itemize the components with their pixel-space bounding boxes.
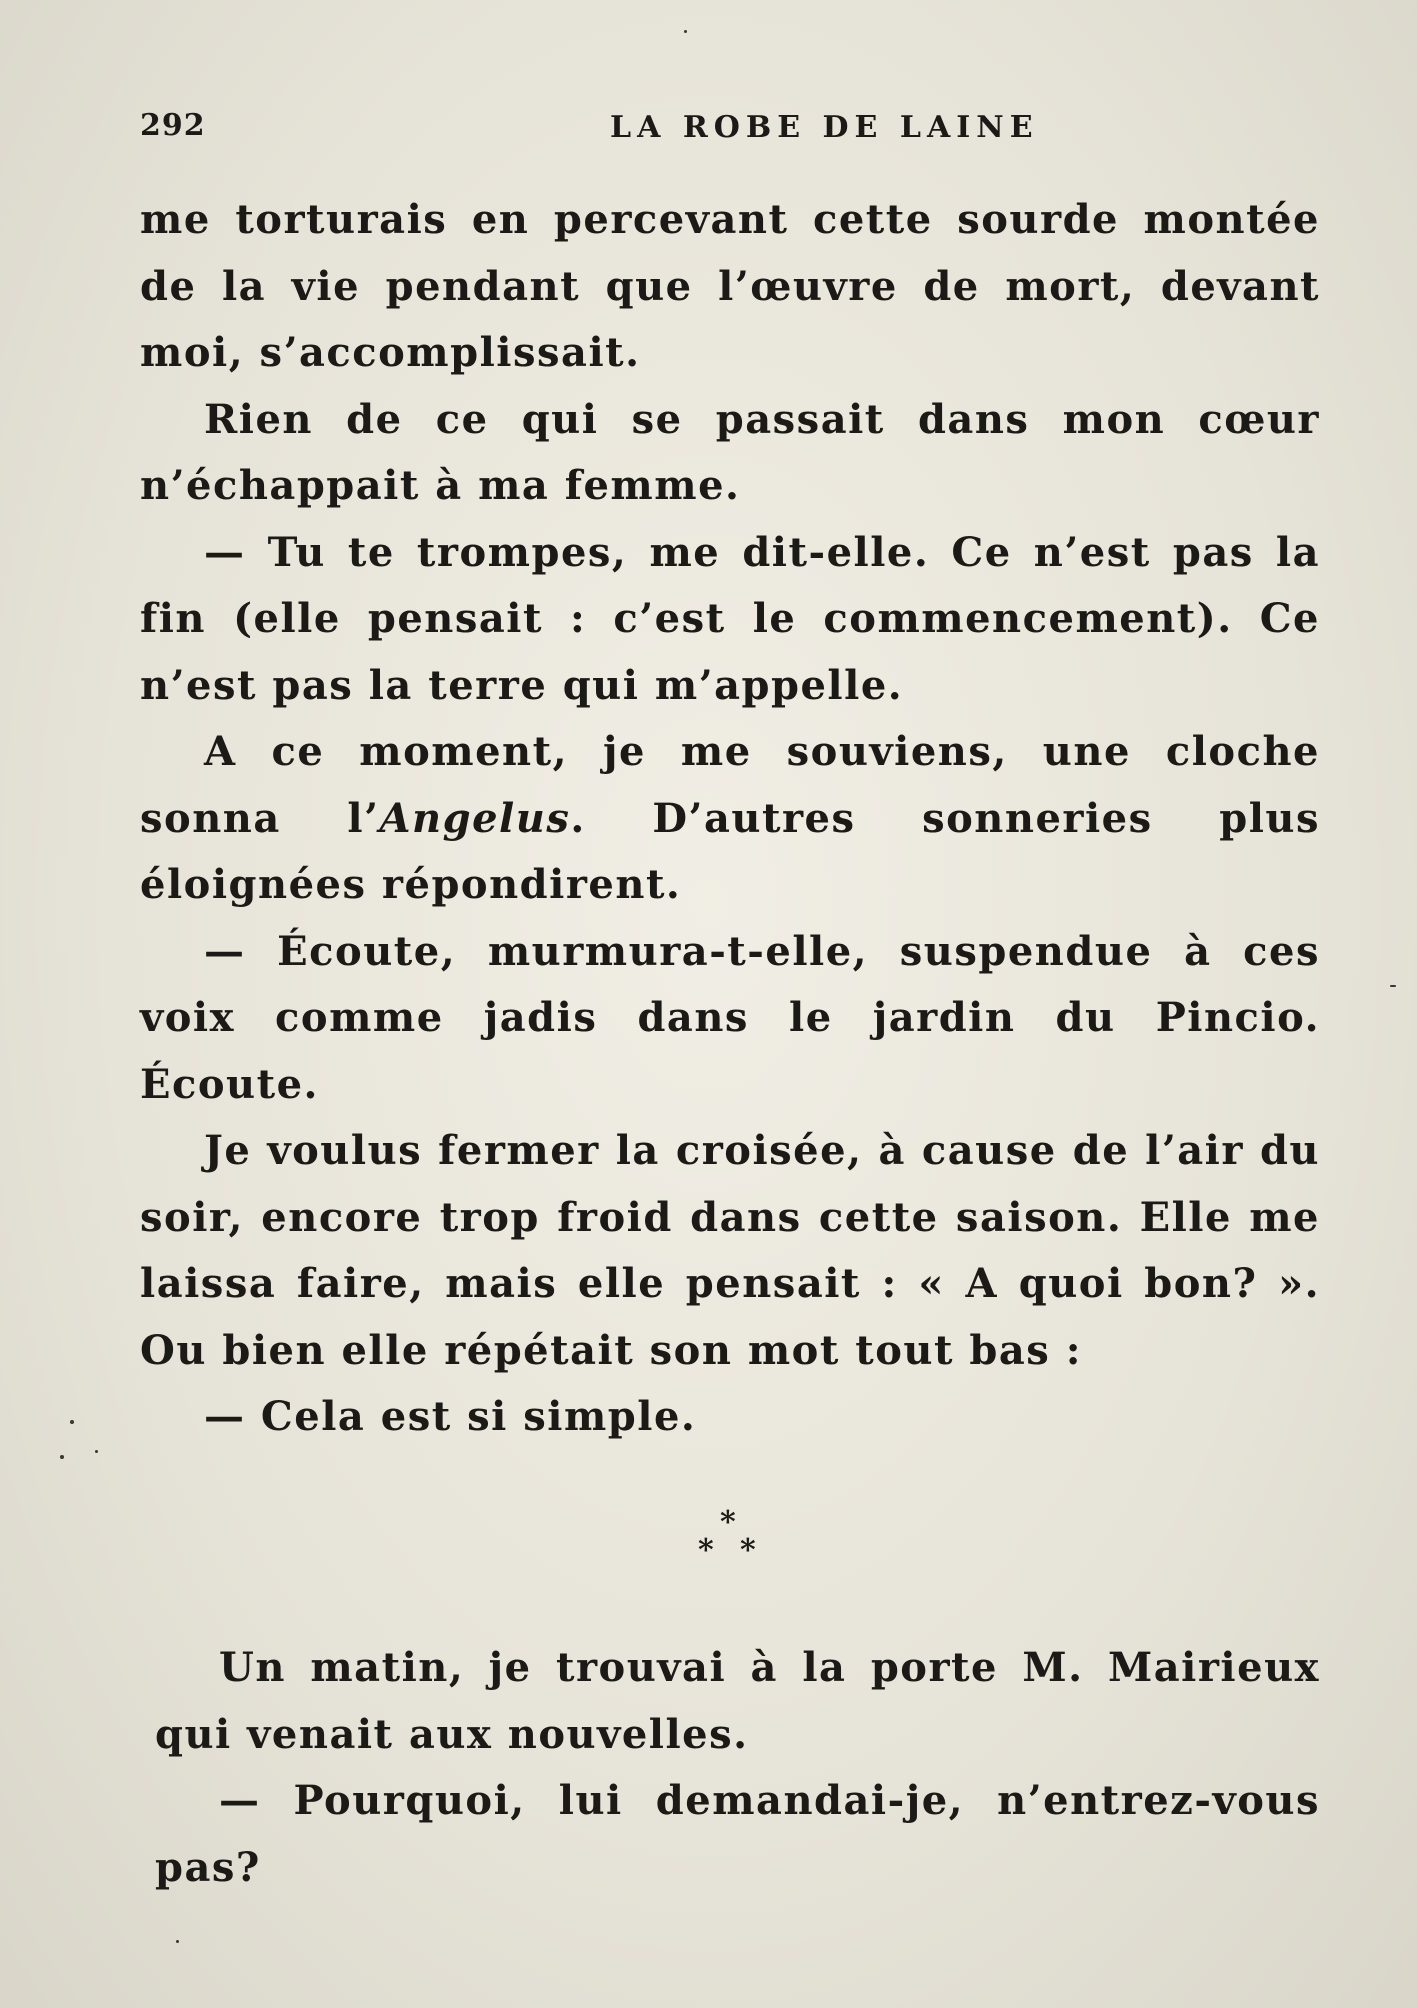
paragraph: — Cela est si simple. [204,1393,697,1440]
paragraph: Rien de ce qui se passait dans mon cœur n’échappait à ma femme. [140,395,1320,509]
asterisk: * [698,1533,714,1568]
section-text [155,1635,1320,1901]
paragraph: — Écoute, murmura-t-elle, suspendue à ces voix comme jadis dans le jardin du Pincio. Écoute. [140,927,1320,1108]
main-text [140,187,1320,1451]
paper-speck [70,1420,74,1424]
running-title: LA ROBE DE LAINE [610,110,1039,145]
paragraph: — Tu te trompes, me dit-elle. Ce n’est pas la fin (elle pensait : c’est le commencement). Ce n’est pas la terre qui m’appelle. [140,528,1320,709]
paragraph-text: A ce moment, je me souviens, une cloche sonna l’ [140,728,1320,842]
paragraph: Un matin, je trouvai à la porte M. Mairieux qui venait aux nouvelles. [155,1644,1320,1758]
paper-speck [1390,985,1396,987]
asterisk: * [740,1533,756,1568]
paragraph: — Pourquoi, lui demandai-je, n’entrez-vous pas? [155,1777,1320,1891]
paragraph [140,719,1320,919]
paragraph: me torturais en percevant cette sourde montée de la vie pendant que l’œuvre de mort, devant moi, s’accomplissait. [140,196,1320,376]
paper-speck [95,1450,98,1453]
section-break-asterism [690,1505,780,1578]
paragraph: Je voulus fermer la croisée, à cause de l’air du soir, encore trop froid dans cette saison. Elle me laissa faire, mais elle pensait : « A quoi bon? ». Ou bien elle répétait son mot tout bas : [140,1127,1320,1374]
paragraph-text: . D’autres sonneries plus éloignées répondirent. [140,794,1320,908]
paper-speck [60,1455,64,1459]
italic-word: Angelus [379,794,571,842]
paper-speck [684,30,687,33]
page-header [140,108,1320,152]
paper-speck [176,1940,179,1943]
asterisk: * [720,1505,736,1540]
page-number: 292 [140,108,206,143]
